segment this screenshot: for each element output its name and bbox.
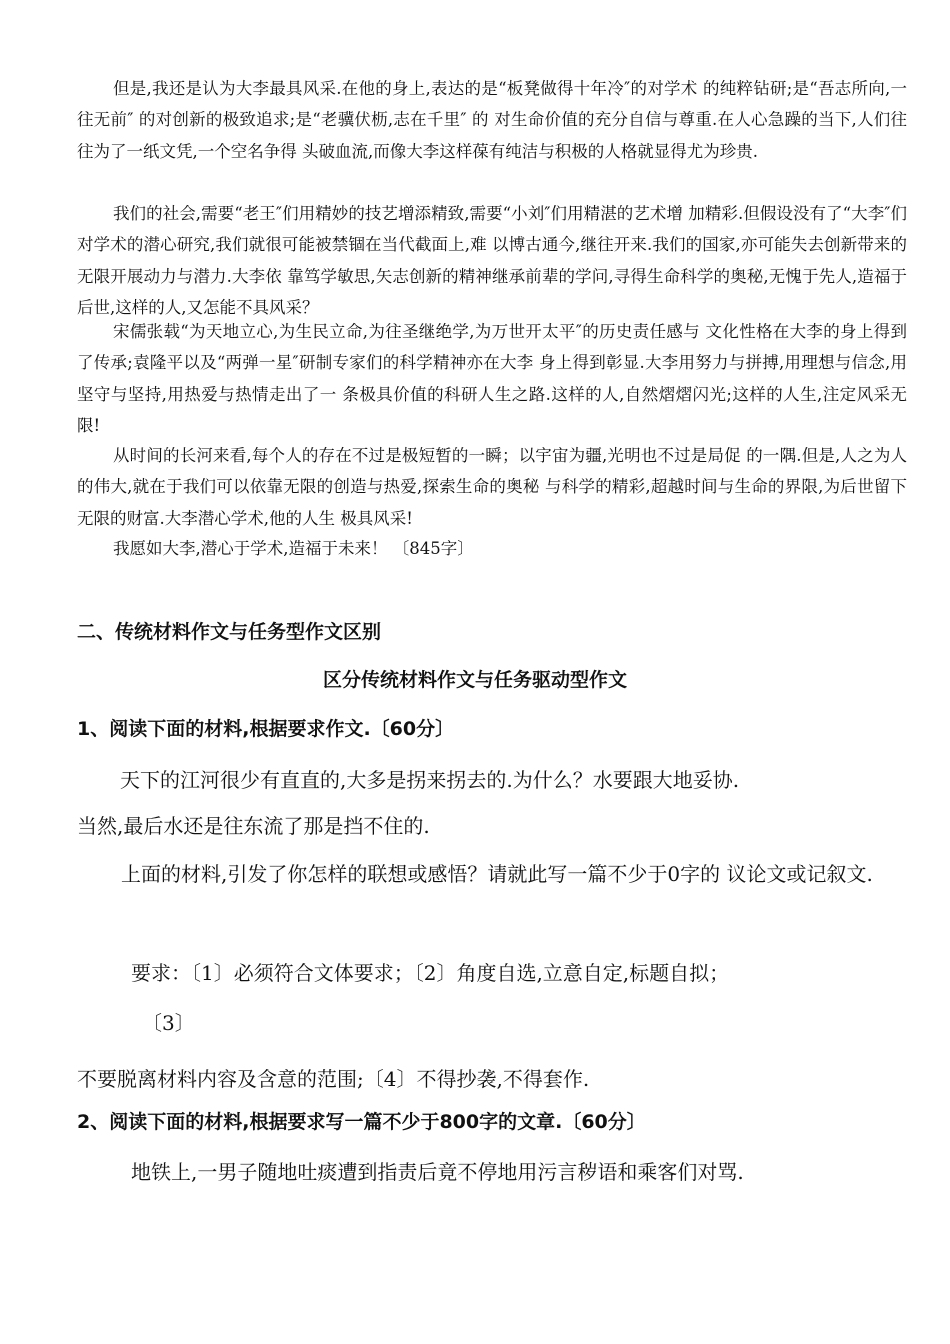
section-heading: 二、传统材料作文与任务型作文区别 bbox=[77, 621, 382, 643]
essay-paragraph-5: 我愿如大李,潜心于学术,造福于未来！ 〔845字〕 bbox=[113, 539, 474, 558]
question-1-material-line-1: 天下的江河很少有直直的,大多是拐来拐去的.为什么？水要跟大地妥协. bbox=[120, 768, 740, 792]
question-1-requirements-line-1: 要求：〔1〕必须符合文体要求；〔2〕角度自选,立意自定,标题自拟； bbox=[131, 961, 730, 985]
question-1-requirements-line-3: 不要脱离材料内容及含意的范围;〔4〕不得抄袭,不得套作. bbox=[77, 1067, 590, 1091]
section-title: 区分传统材料作文与任务驱动型作文 bbox=[322, 669, 627, 691]
question-1-prompt: 上面的材料,引发了你怎样的联想或感悟？请就此写一篇不少于0字的 议论文或记叙文. bbox=[121, 862, 873, 886]
question-2-material-line-1: 地铁上,一男子随地吐痰遭到指责后竟不停地用污言秽语和乘客们对骂. bbox=[131, 1160, 744, 1184]
essay-paragraph-2: 我们的社会,需要“老王″们用精妙的技艺增添精致,需要“小刘″们用精湛的艺术增 加精彩.但假设没有了“大李″们对学术的潜心研究,我们就很可能被禁锢在当代截面上,难 以博古通今,继往开来.我们的国家,亦可能失去创新带来的无限开展动力与潜力.大李依 靠笃学敏思,矢志创新的精神继承前辈的学问,寻得生命科学的奥秘,无愧于先人,造福于 后世,这样的人,又怎能不具风采？ bbox=[77, 204, 907, 317]
question-1-material-line-2: 当然,最后水还是往东流了那是挡不住的. bbox=[77, 814, 430, 838]
essay-paragraph-1: 但是,我还是认为大李最具风采.在他的身上,表达的是“板凳做得十年冷″的对学术 的纯粹钻研;是“吾志所向,一往无前″ 的对创新的极致追求;是“老骥伏枥,志在千里″ 的 对生命价值的充分自信与尊重.在人心急躁的当下,人们往往为了一纸文凭,一个空名争得 头破血流,而像大李这样葆有纯洁与积极的人格就显得尤为珍贵. bbox=[77, 79, 907, 161]
question-1-heading: 1、阅读下面的材料,根据要求作文.〔60分〕 bbox=[77, 718, 455, 740]
essay-paragraph-4: 从时间的长河来看,每个人的存在不过是极短暂的一瞬；以宇宙为疆,光明也不过是局促 的一隅.但是,人之为人的伟大,就在于我们可以依靠无限的创造与热爱,探索生命的奥秘 与科学的精彩,超越时间与生命的界限,为后世留下无限的财富.大李潜心学术,他的人生 极具风采! bbox=[77, 446, 907, 528]
question-1-requirements-line-2: 〔3〕 bbox=[142, 1011, 195, 1035]
question-2-heading: 2、阅读下面的材料,根据要求写一篇不少于800字的文章.〔60分〕 bbox=[77, 1111, 646, 1133]
essay-paragraph-3: 宋儒张载“为天地立心,为生民立命,为往圣继绝学,为万世开太平″的历史责任感与 文化性格在大李的身上得到了传承;袁隆平以及“两弹一星″研制专家们的科学精神亦在大李 身上得到彰显.大李用努力与拼搏,用理想与信念,用坚守与坚持,用热爱与热情走出了一 条极具价值的科研人生之路.这样的人,自然熠熠闪光;这样的人生,注定风采无限! bbox=[77, 322, 907, 435]
